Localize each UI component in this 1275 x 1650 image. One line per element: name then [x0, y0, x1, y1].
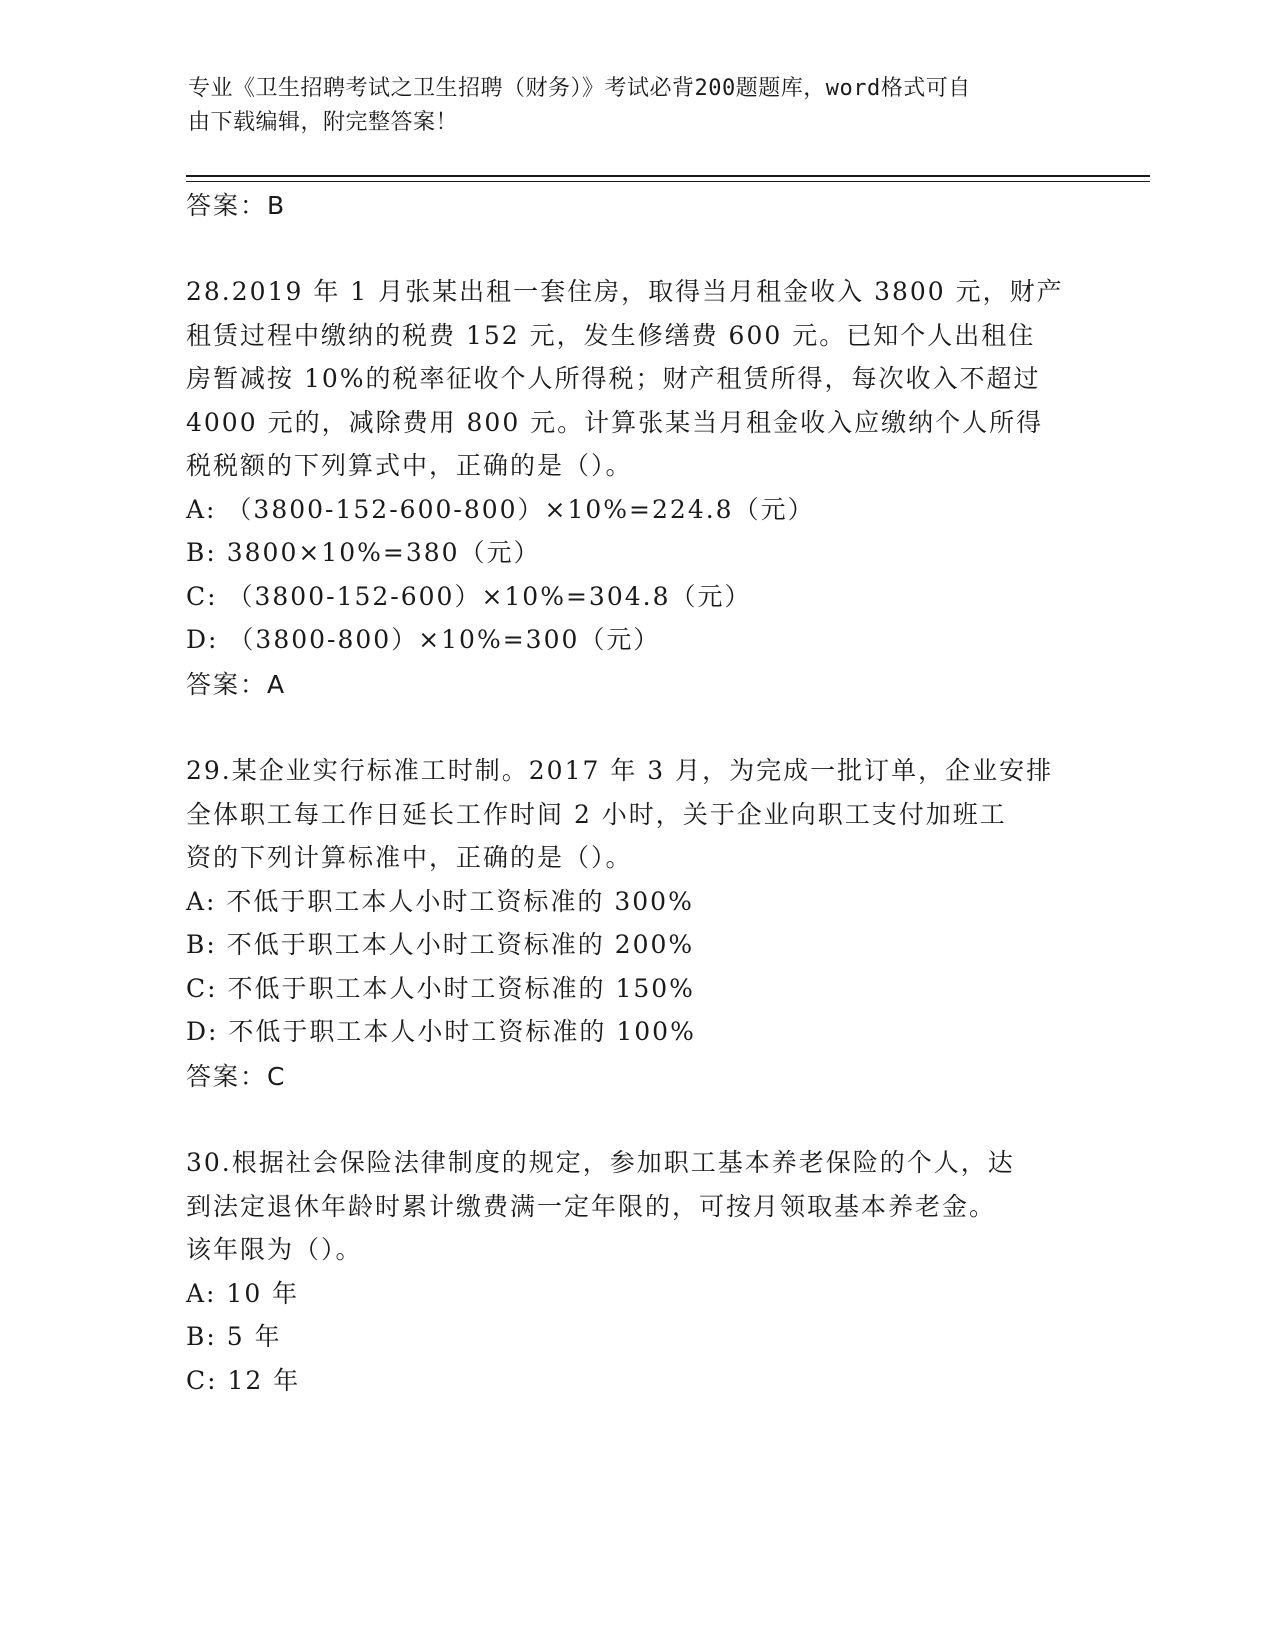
q29-answer: 答案：C [186, 1062, 287, 1091]
q28-stem-line-5: 税税额的下列算式中，正确的是（）。 [186, 451, 633, 480]
q30-stem-line-3: 该年限为（）。 [186, 1235, 363, 1264]
q28-stem-line-3: 房暂减按 10%的税率征收个人所得税；财产租赁所得，每次收入不超过 [186, 364, 1041, 393]
previous-answer: 答案：B [186, 191, 287, 220]
header-line-2: 由下载编辑，附完整答案！ [188, 110, 459, 135]
q28-answer: 答案：A [186, 670, 287, 699]
header-line-1: 专业《卫生招聘考试之卫生招聘（财务）》考试必背200题题库，word格式可自 [188, 76, 971, 101]
page-header [188, 72, 1068, 140]
q29-option-d: D: 不低于职工本人小时工资标准的 100% [186, 1017, 696, 1046]
q29-stem-line-2: 全体职工每工作日延长工作时间 2 小时，关于企业向职工支付加班工 [186, 800, 1007, 829]
q28-option-a: A: （3800-152-600-800）×10%=224.8（元） [186, 495, 815, 524]
q30-option-a: A: 10 年 [186, 1279, 300, 1308]
q29-stem-line-1: 29.某企业实行标准工时制。2017 年 3 月，为完成一批订单，企业安排 [186, 756, 1054, 785]
q29-option-c: C: 不低于职工本人小时工资标准的 150% [186, 974, 695, 1003]
q28-option-d: D: （3800-800）×10%=300（元） [186, 625, 661, 654]
q30-option-c: C: 12 年 [186, 1366, 301, 1395]
q29-option-a: A: 不低于职工本人小时工资标准的 300% [186, 887, 694, 916]
q28-stem-line-1: 28.2019 年 1 月张某出租一套住房，取得当月租金收入 3800 元，财产 [186, 277, 1064, 306]
header-rule-thin [186, 181, 1150, 182]
q29-stem-line-3: 资的下列计算标准中，正确的是（）。 [186, 843, 633, 872]
q28-option-c: C: （3800-152-600）×10%=304.8（元） [186, 582, 752, 611]
q28-option-b: B: 3800×10%=380（元） [186, 538, 541, 567]
q30-option-b: B: 5 年 [186, 1322, 282, 1351]
header-rule [186, 175, 1150, 177]
q28-stem-line-2: 租赁过程中缴纳的税费 152 元，发生修缮费 600 元。已知个人出租住 [186, 321, 1036, 350]
q30-stem-line-2: 到法定退休年龄时累计缴费满一定年限的，可按月领取基本养老金。 [186, 1192, 997, 1221]
q29-option-b: B: 不低于职工本人小时工资标准的 200% [186, 930, 695, 959]
q28-stem-line-4: 4000 元的，减除费用 800 元。计算张某当月租金收入应缴纳个人所得 [186, 408, 1044, 437]
q30-stem-line-1: 30.根据社会保险法律制度的规定，参加职工基本养老保险的个人，达 [186, 1148, 1015, 1177]
